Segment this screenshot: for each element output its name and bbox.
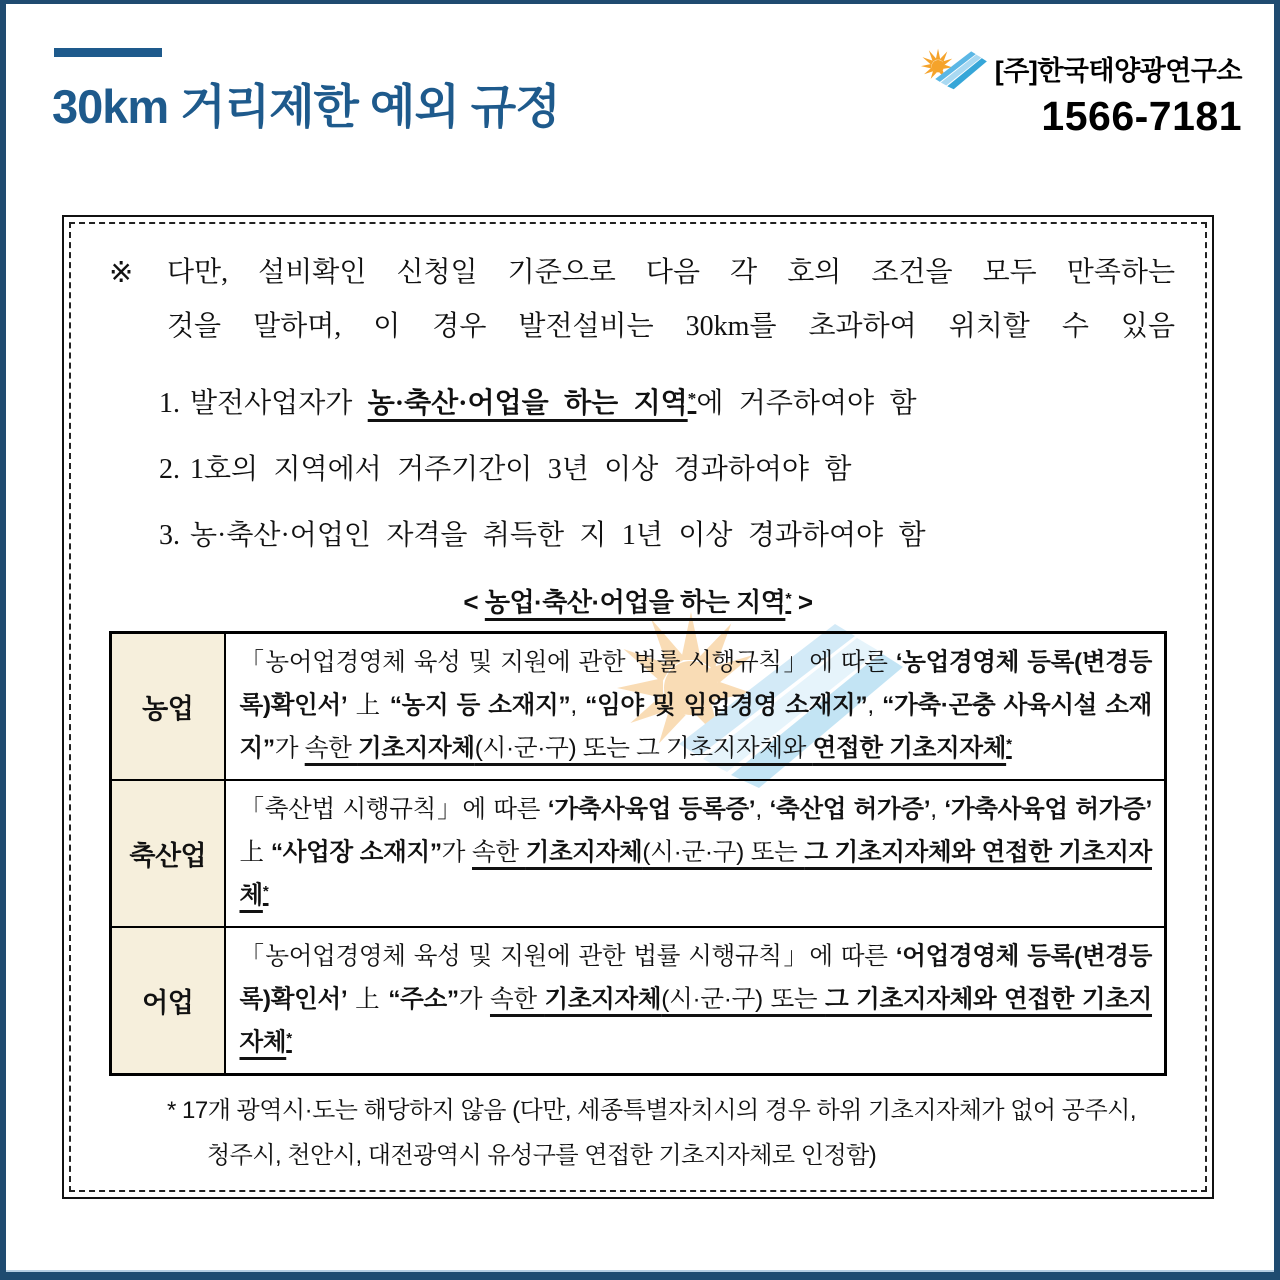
table-row-fishery (111, 927, 1166, 1075)
sun-solar-panel-logo-icon (915, 44, 991, 92)
table-row-livestock (111, 780, 1166, 927)
notice-line-1: 다만, 설비확인 신청일 기준으로 다음 각 호의 조건을 모두 만족하는 (167, 257, 1175, 288)
region-table-heading: < 농업·축산·어업을 하는 지역* > (463, 587, 813, 617)
condition-item-2 (159, 450, 1149, 490)
row-desc-agriculture: 「농어업경영체 육성 및 지원에 관한 법률 시행규칙」에 따른 ‘농업경영체 등록(변경등록)확인서’ 上 “농지 등 소재지”, “임야 및 임업경영 소재지”, “가축·곤충 사육시설 소재지”가 속한 기초지자체(시·군·구) 또는 그 기초지자체와 연접한 기초지자체* (225, 633, 1166, 781)
row-desc-fishery: 「농어업경영체 육성 및 지원에 관한 법률 시행규칙」에 따른 ‘어업경영체 등록(변경등록)확인서’ 上 “주소”가 속한 기초지자체(시·군·구) 또는 그 기초지자체와 연접한 기초지자체* (225, 927, 1166, 1075)
company-name: [주]한국태양광연구소 (994, 55, 1242, 86)
notice-paragraph (109, 246, 1175, 354)
row-label-fishery: 어업 (111, 927, 225, 1075)
footnote: * 17개 광역시·도는 해당하지 않음 (다만, 세종특별자치시의 경우 하위 기초지자체가 없어 공주시, 청주시, 천안시, 대전광역시 유성구를 연접한 기초지자체로 인정함) (167, 1097, 1137, 1169)
region-table (109, 631, 1167, 1076)
brand-block (915, 44, 1242, 140)
table-row-agriculture (111, 633, 1166, 781)
title-accent-rule (54, 48, 162, 57)
condition-number: 2. (159, 454, 180, 485)
content-outer-box (62, 215, 1214, 1199)
row-label-livestock: 축산업 (111, 780, 225, 927)
condition-list (159, 384, 1149, 556)
row-desc-livestock: 「축산법 시행규칙」에 따른 ‘가축사육업 등록증’, ‘축산업 허가증’, ‘가축사육업 허가증’ 上 “사업장 소재지”가 속한 기초지자체(시·군·구) 또는 그 기초지자체와 연접한 기초지자체* (225, 780, 1166, 927)
page-title: 30km 거리제한 예외 규정 (52, 80, 560, 133)
condition-number: 1. (159, 388, 180, 419)
condition-item-3 (159, 516, 1149, 556)
phone-number: 1566-7181 (1041, 93, 1242, 139)
content-dashed-box (69, 222, 1207, 1192)
condition-text: 농·축산·어업인 자격을 취득한 지 1년 이상 경과하여야 함 (190, 520, 926, 551)
condition-number: 3. (159, 520, 180, 551)
notice-lines (167, 246, 1175, 354)
condition-text: 1호의 지역에서 거주기간이 3년 이상 경과하여야 함 (190, 454, 852, 485)
brand-row (915, 44, 1242, 92)
condition-item-1 (159, 384, 1149, 424)
notice-line-2: 것을 말하며, 이 경우 발전설비는 30km를 초과하여 위치할 수 있음 (167, 311, 1175, 342)
condition-text: 발전사업자가 농·축산·어업을 하는 지역*에 거주하여야 함 (190, 388, 917, 419)
reference-mark: ※ (109, 257, 134, 289)
row-label-agriculture: 농업 (111, 633, 225, 781)
